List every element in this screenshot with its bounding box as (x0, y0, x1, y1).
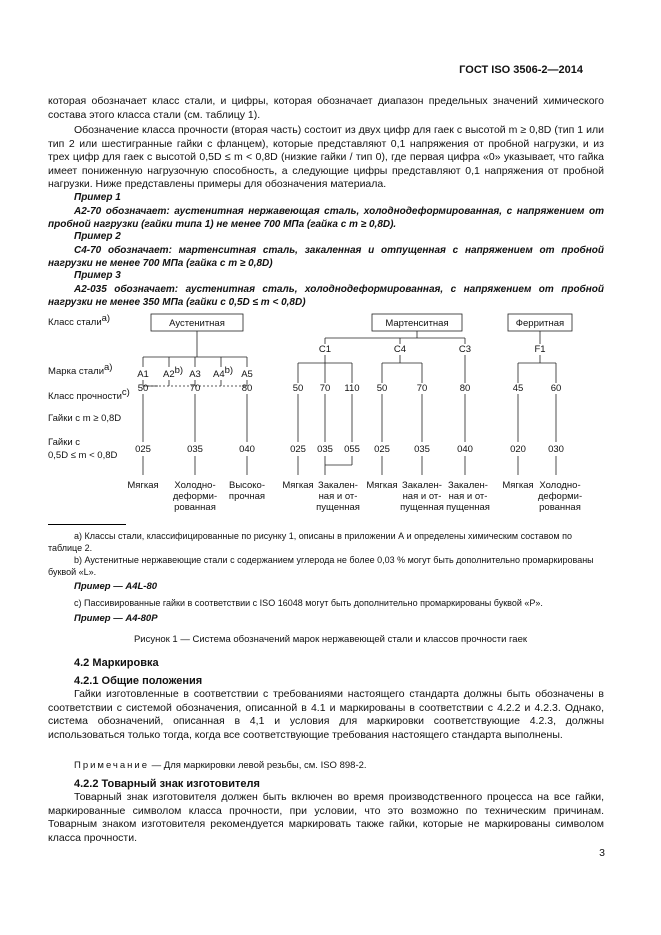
subsection-2-text: Товарный знак изготовителя должен быть включен во время производственного процесса на все гайки, маркированные символом класса прочности, при условии, что это возможно по техническим причинам. Товарным знаком изготовителя рекомендуется маркировать также гайки, которые не маркированы символом класса прочности. (48, 791, 604, 844)
high-value-c1a: 50 (292, 383, 304, 394)
condition-high-strength: Высоко-прочная (228, 480, 266, 502)
label-nuts-low-2: 0,5D ≤ m < 0,8D (48, 450, 118, 461)
class-austenitic: Аустенитная (169, 318, 225, 329)
class-martensitic: Мартенситная (385, 318, 449, 329)
footnote-divider (48, 524, 126, 525)
note-text: — Для маркировки левой резьбы, см. ISO 898-2. (149, 760, 367, 771)
grade-a3: A3 (189, 369, 201, 380)
subsection-1-text: Гайки изготовленные в соответствии с требованиями настоящего стандарта должны быть обозначены в соответствии с системой обозначения, описанной в 4.1 и маркированы в соответствии с 4.2.2 и 4.2.3. Однако, система обозначений, описанная в 4,1 и условия для маркировки соответствующие 4.2.3, должны использоваться только тогда, когда все соответствующие требования настоящего стандарта выполнены. (48, 688, 604, 741)
grade-f1: F1 (534, 344, 546, 355)
footnote-b-example: Пример — A4L-80 (74, 581, 158, 592)
low-value-c3: 040 (457, 444, 473, 455)
example-2-text: C4-70 обозначает: мартенситная сталь, закаленная и отпущенная с напряжением от пробной нагрузки не менее 700 МПа (гайка с m ≥ 0,8D) (48, 245, 604, 269)
grade-a1: A1 (137, 369, 149, 380)
subsection-2-title: 4.2.2 Товарный знак изготовителя (74, 778, 260, 790)
footnote-b: b) Аустенитные нержавеющие стали с содержанием углерода не более 0,03 % могут быть дополнительно промаркированы буквой «L». (48, 555, 594, 577)
high-value-f1b: 60 (550, 383, 562, 394)
grade-a2: A2b) (163, 365, 184, 380)
low-value-a1: 025 (135, 444, 151, 455)
low-value-a3: 040 (239, 444, 255, 455)
footnote-a: a) Классы стали, классифицированные по рисунку 1, описаны в приложении А и определены химическим составом по таблице 2. (48, 531, 572, 553)
grade-c4: C4 (393, 344, 407, 355)
condition-cold-a: Холодно-деформи-рованная (172, 480, 218, 513)
condition-soft-c4: Мягкая (366, 480, 398, 491)
label-steel-class: Класс сталиa) (48, 313, 111, 328)
example-3-text: A2-035 обозначает: аустенитная сталь, холоднодеформированная, с напряжением от пробной нагрузки не менее 350 МПа (гайки с 0,5D ≤ m < 0,8D) (48, 284, 604, 308)
paragraph-2: Обозначение класса прочности (вторая часть) состоит из двух цифр для гаек с высотой m ≥ 0,8D (тип 1 или тип 2 или шестигранные гайки с фланцем), которые представляют 0,1 напряжения от пробной нагрузки, и из трех цифр для гаек с высотой 0,5D ≤ m < 0,8D (низкие гайки / тип 0), где первая цифра «0» указывает, что гайка имеет пониженную нагрузочную способность, а следующие цифры представляют 0,1 напряжения от пробной нагрузки. Ниже представлены примеры для обозначения материала. (48, 124, 604, 191)
label-strength-class: Класс прочностиc) (48, 387, 130, 402)
high-value-c4a: 50 (376, 383, 388, 394)
condition-qt-c4: Закален-ная и от-пущенная (400, 480, 444, 513)
footnote-c: c) Пассивированные гайки в соответствии с ISO 16048 могут быть дополнительно промаркированы буквой «P». (74, 598, 543, 608)
condition-connectors (143, 456, 556, 475)
grade-c1: C1 (318, 344, 332, 355)
high-value-a3: 80 (241, 383, 253, 394)
grade-c3: C3 (458, 344, 472, 355)
condition-qt-c1: Закален-ная и от-пущенная (316, 480, 360, 513)
low-value-c1c: 055 (344, 444, 360, 455)
grade-a4: A4b) (213, 365, 234, 380)
high-value-c1c: 110 (344, 383, 360, 394)
condition-soft-f1: Мягкая (502, 480, 534, 491)
high-value-c1b: 70 (319, 383, 331, 394)
high-value-a2: 70 (189, 383, 201, 394)
condition-cold-f1: Холодно-деформи-рованная (537, 480, 583, 513)
footnote-c-example: Пример — A4-80P (74, 613, 158, 624)
condition-soft-c1: Мягкая (282, 480, 314, 491)
low-value-c4a: 025 (374, 444, 390, 455)
paragraph-1: которая обозначает класс стали, и цифры, которая обозначает диапазон предельных значений химического состава этого класса стали (см. таблицу 1). (48, 95, 604, 121)
note-label: Примечание (74, 760, 149, 771)
low-value-c4b: 035 (414, 444, 430, 455)
condition-soft-a: Мягкая (127, 480, 159, 491)
document-header: ГОСТ ISO 3506-2—2014 (459, 64, 583, 76)
label-steel-grade: Марка сталиa) (48, 362, 113, 377)
example-1-title: Пример 1 (74, 192, 121, 203)
designation-diagram (0, 305, 661, 520)
high-value-f1a: 45 (512, 383, 524, 394)
label-nuts-high: Гайки с m ≥ 0,8D (48, 413, 122, 424)
condition-qt-c3: Закален-ная и от-пущенная (446, 480, 490, 513)
label-nuts-low-1: Гайки с (48, 437, 81, 448)
value-connectors (143, 394, 556, 442)
high-value-c3: 80 (459, 383, 471, 394)
low-value-f1a: 020 (510, 444, 526, 455)
example-3-title: Пример 3 (74, 270, 121, 281)
grade-a5: A5 (241, 369, 253, 380)
section-title: 4.2 Маркировка (74, 657, 159, 669)
low-value-f1b: 030 (548, 444, 564, 455)
low-value-a2: 035 (187, 444, 203, 455)
class-ferritic: Ферритная (515, 318, 565, 329)
low-value-c1b: 035 (317, 444, 333, 455)
high-value-a1: 50 (137, 383, 149, 394)
subsection-1-title: 4.2.1 Общие положения (74, 675, 203, 687)
figure-caption: Рисунок 1 — Система обозначений марок нержавеющей стали и классов прочности гаек (133, 634, 528, 645)
note (74, 760, 367, 771)
page-number: 3 (599, 847, 605, 859)
example-1-text: A2-70 обозначает: аустенитная нержавеющая сталь, холоднодеформированная, с напряжением от пробной нагрузки (гайки типа 1) не менее 700 МПа (гайка с m ≥ 0,8D). (48, 206, 604, 230)
low-value-c1a: 025 (290, 444, 306, 455)
high-value-c4b: 70 (416, 383, 428, 394)
example-2-title: Пример 2 (74, 231, 121, 242)
